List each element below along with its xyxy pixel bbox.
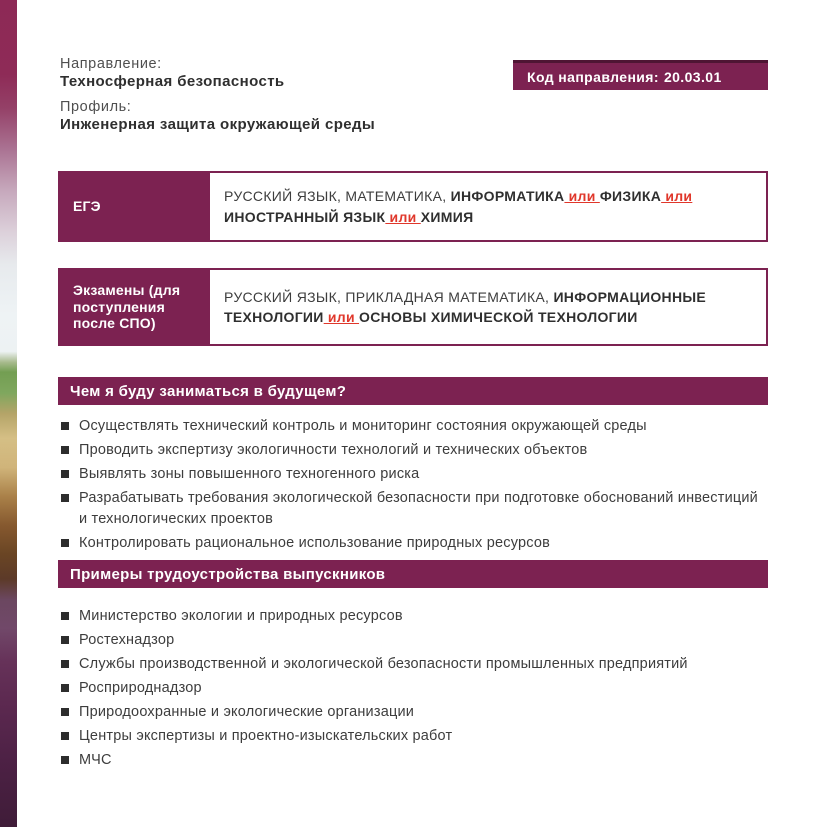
list-item	[60, 533, 770, 554]
employment-examples-list	[60, 606, 770, 774]
bullet-square-icon	[61, 422, 69, 430]
subject-name: ИНФОРМАТИКА	[450, 188, 565, 205]
direction-code-label: Код направления:	[527, 68, 659, 85]
or-connector: или	[661, 188, 693, 205]
subject-name: ИНФОРМАЦИОННЫЕ ТЕХНОЛОГИИ	[224, 288, 707, 325]
ege-subjects-text	[210, 173, 766, 240]
or-connector: или	[323, 309, 360, 325]
direction-label: Направление:	[60, 56, 162, 72]
list-item-text: Проводить экспертизу экологичности технологий и технических объектов	[79, 442, 588, 458]
spo-exams-box	[58, 268, 768, 346]
list-item	[60, 606, 770, 627]
bullet-square-icon	[61, 494, 69, 502]
subject-name: РУССКИЙ ЯЗЫК, ПРИКЛАДНАЯ МАТЕМАТИКА,	[224, 288, 554, 305]
subject-name: ФИЗИКА	[599, 188, 662, 205]
section-title-future-activities	[58, 377, 768, 405]
bullet-square-icon	[61, 446, 69, 454]
list-item-text: Ростехнадзор	[79, 632, 175, 648]
list-item-text: Осуществлять технический контроль и мониторинг состояния окружающей среды	[79, 418, 647, 434]
list-item	[60, 750, 770, 771]
bullet-square-icon	[61, 732, 69, 740]
list-item-text: Природоохранные и экологические организации	[79, 704, 415, 720]
spo-subjects-text	[210, 270, 766, 344]
direction-code-badge	[513, 60, 768, 90]
list-item-text: Росприроднадзор	[79, 680, 202, 696]
bullet-square-icon	[61, 636, 69, 644]
subject-name: ИНОСТРАННЫЙ ЯЗЫК	[224, 208, 386, 225]
bullet-square-icon	[61, 684, 69, 692]
section-title-text: Примеры трудоустройства выпускников	[70, 565, 386, 583]
list-item	[60, 440, 770, 461]
profile-label: Профиль:	[60, 99, 132, 115]
list-item	[60, 678, 770, 699]
or-connector: или	[564, 188, 600, 205]
bullet-square-icon	[61, 660, 69, 668]
bullet-square-icon	[61, 612, 69, 620]
list-item	[60, 464, 770, 485]
bullet-square-icon	[61, 539, 69, 547]
ege-box-label: ЕГЭ	[60, 173, 210, 240]
subject-name: РУССКИЙ ЯЗЫК, МАТЕМАТИКА,	[224, 188, 451, 205]
list-item	[60, 488, 770, 530]
list-item-text: Службы производственной и экологической безопасности промышленных предприятий	[79, 656, 688, 672]
subject-name: ОСНОВЫ ХИМИЧЕСКОЙ ТЕХНОЛОГИИ	[359, 309, 638, 325]
list-item-text: МЧС	[79, 752, 112, 768]
direction-value: Техносферная безопасность	[60, 73, 285, 90]
list-item-text: Выявлять зоны повышенного техногенного риска	[79, 466, 420, 482]
list-item-text: Центры экспертизы и проектно-изыскательских работ	[79, 728, 453, 744]
spo-box-label: Экзамены (для поступления после СПО)	[60, 270, 210, 344]
left-photo-strip	[0, 0, 17, 827]
subject-name: ХИМИЯ	[420, 208, 474, 225]
direction-code-value: 20.03.01	[663, 68, 722, 85]
ege-exams-box	[58, 171, 768, 242]
list-item	[60, 726, 770, 747]
bullet-square-icon	[61, 470, 69, 478]
list-item-text: Разрабатывать требования экологической безопасности при подготовке обоснований инвестиций и технологических проектов	[79, 490, 758, 527]
list-item	[60, 654, 770, 675]
bullet-square-icon	[61, 708, 69, 716]
list-item	[60, 702, 770, 723]
list-item-text: Министерство экологии и природных ресурсов	[79, 608, 403, 624]
profile-value: Инженерная защита окружающей среды	[60, 116, 376, 133]
bullet-square-icon	[61, 756, 69, 764]
section-title-employment-examples	[58, 560, 768, 588]
list-item-text: Контролировать рациональное использование природных ресурсов	[79, 535, 551, 551]
program-meta	[60, 55, 490, 141]
future-activities-list	[60, 416, 770, 557]
section-title-text: Чем я буду заниматься в будущем?	[70, 382, 347, 400]
or-connector: или	[385, 208, 421, 225]
list-item	[60, 630, 770, 651]
list-item	[60, 416, 770, 437]
